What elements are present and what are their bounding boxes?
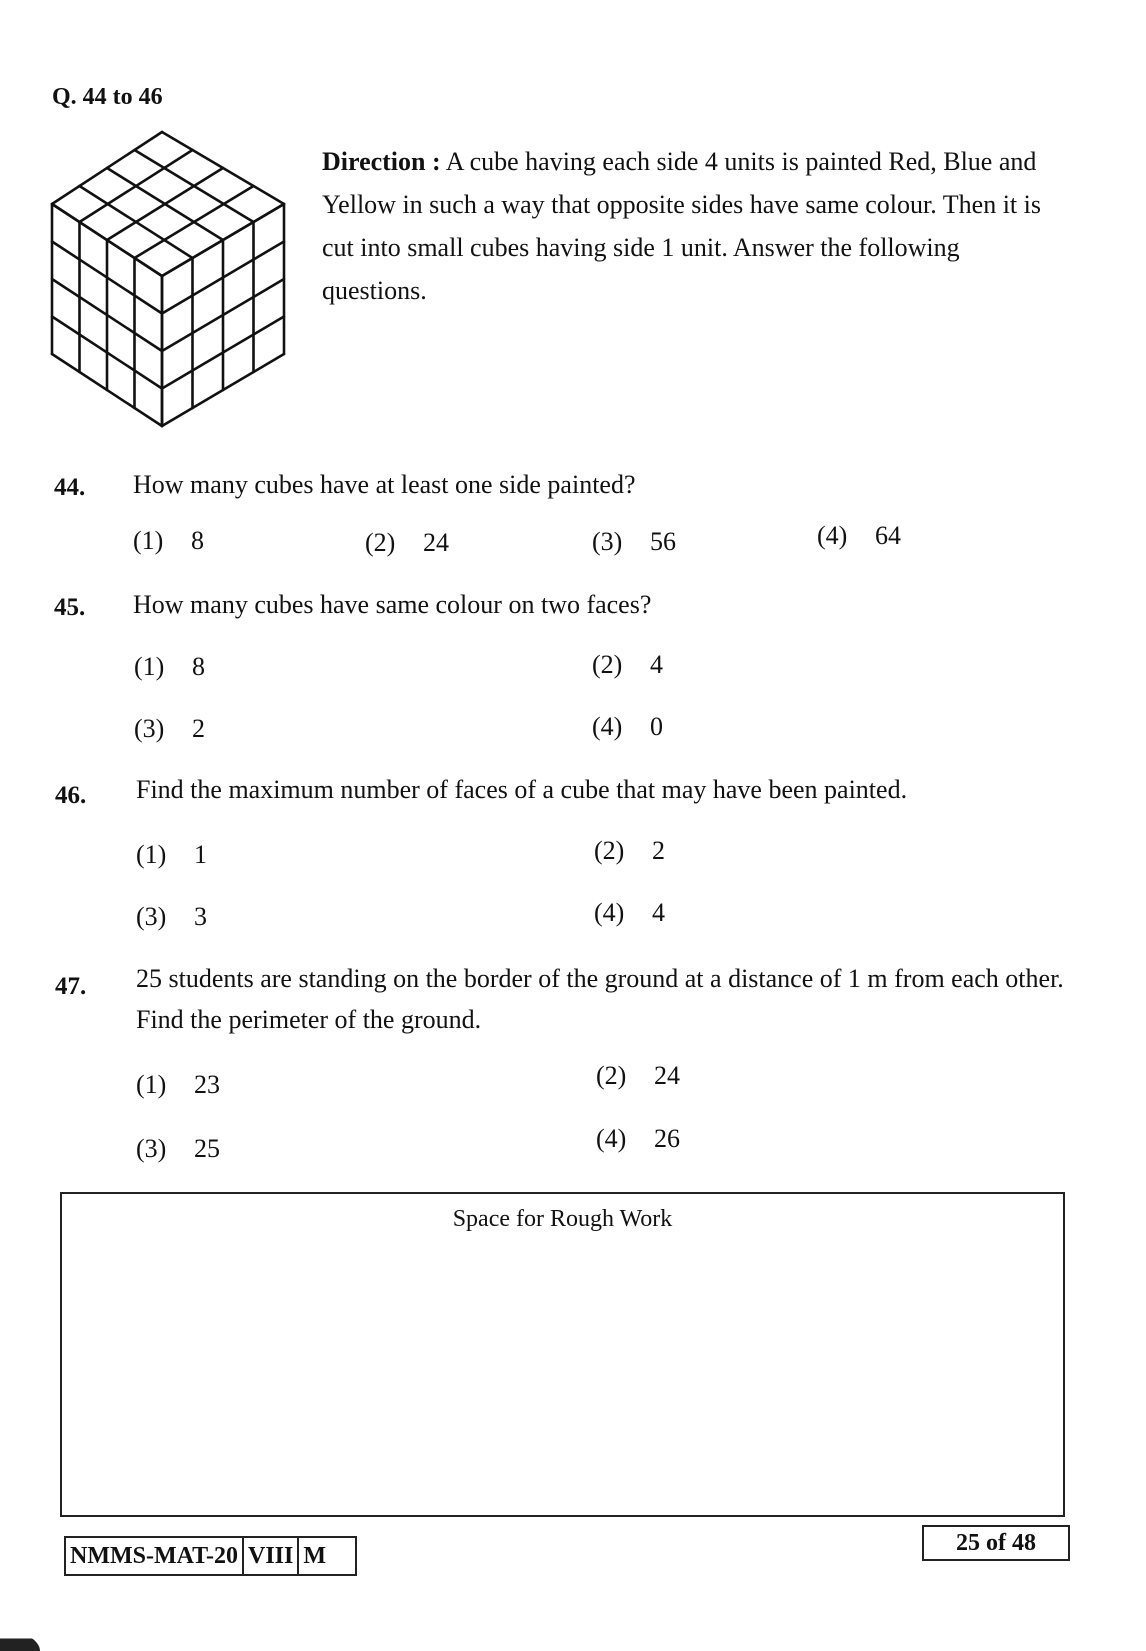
option-label: (2): [592, 650, 623, 679]
question-text-line-1: 25 students are standing on the border of the ground at a distance of 1 m from each other.: [136, 964, 1064, 993]
option-value: 8: [192, 652, 205, 681]
direction-paragraph: [322, 140, 1062, 312]
cube-figure: [48, 128, 304, 446]
option-3[interactable]: [136, 902, 207, 932]
option-1[interactable]: [133, 526, 204, 556]
option-value: 3: [194, 902, 207, 931]
option-value: 0: [650, 712, 663, 741]
rough-work-box[interactable]: [60, 1192, 1065, 1517]
paper-code: NMMS-MAT-20: [66, 1538, 244, 1574]
question-text: Find the maximum number of faces of a cube that may have been painted.: [136, 775, 908, 804]
question-text: How many cubes have at least one side painted?: [133, 470, 636, 499]
question-number: 45.: [54, 594, 86, 621]
option-label: (1): [136, 1070, 167, 1099]
option-label: (4): [596, 1124, 627, 1153]
option-label: (1): [133, 526, 164, 555]
option-2[interactable]: [592, 650, 663, 680]
option-value: 23: [194, 1070, 220, 1099]
option-1[interactable]: [134, 652, 205, 682]
option-label: (4): [817, 521, 848, 550]
option-value: 24: [654, 1061, 680, 1090]
option-label: (3): [134, 714, 165, 743]
option-label: (3): [136, 902, 167, 931]
option-value: 2: [652, 836, 665, 865]
option-label: (4): [594, 898, 625, 927]
option-label: (1): [134, 652, 165, 681]
section-label: Q. 44 to 46: [52, 84, 163, 110]
option-1[interactable]: [136, 1070, 220, 1100]
option-value: 4: [652, 898, 665, 927]
option-label: (2): [596, 1061, 627, 1090]
option-3[interactable]: [136, 1134, 220, 1164]
class-code: VIII: [244, 1538, 299, 1574]
question-number: 46.: [55, 782, 87, 809]
page-number: 25 of 48: [922, 1525, 1070, 1561]
option-2[interactable]: [596, 1061, 680, 1091]
option-label: (3): [592, 527, 623, 556]
question-number: 47.: [55, 973, 87, 1000]
option-label: (3): [136, 1134, 167, 1163]
option-value: 26: [654, 1124, 680, 1153]
option-value: 56: [650, 527, 676, 556]
option-4[interactable]: [592, 712, 663, 742]
option-4[interactable]: [596, 1124, 680, 1154]
option-label: (4): [592, 712, 623, 741]
option-value: 64: [875, 521, 901, 550]
option-3[interactable]: [592, 527, 676, 557]
variant-code: M: [303, 1543, 326, 1569]
option-value: 2: [192, 714, 205, 743]
option-value: 1: [194, 840, 207, 869]
question-number: 44.: [54, 474, 86, 501]
question-text-line-2: Find the perimeter of the ground.: [136, 1005, 482, 1034]
option-value: 8: [191, 526, 204, 555]
option-4[interactable]: [594, 898, 665, 928]
option-label: (2): [365, 528, 396, 557]
option-label: (2): [594, 836, 625, 865]
direction-text: A cube having each side 4 units is painted Red, Blue and Yellow in such a way that opposite sides have same colour. Then it is cut into small cubes having side 1 unit. Answer the following questions.: [322, 147, 1041, 305]
option-value: 25: [194, 1134, 220, 1163]
option-3[interactable]: [134, 714, 205, 744]
direction-label: Direction :: [322, 147, 441, 176]
option-2[interactable]: [365, 528, 449, 558]
option-2[interactable]: [594, 836, 665, 866]
option-label: (1): [136, 840, 167, 869]
option-1[interactable]: [136, 840, 207, 870]
option-4[interactable]: [817, 521, 901, 551]
paper-code-box: [64, 1536, 357, 1576]
option-value: 4: [650, 650, 663, 679]
rough-work-title: Space for Rough Work: [452, 1206, 673, 1232]
scan-edge-mark: [0, 1630, 40, 1651]
question-text: How many cubes have same colour on two faces?: [133, 590, 652, 619]
option-value: 24: [423, 528, 449, 557]
